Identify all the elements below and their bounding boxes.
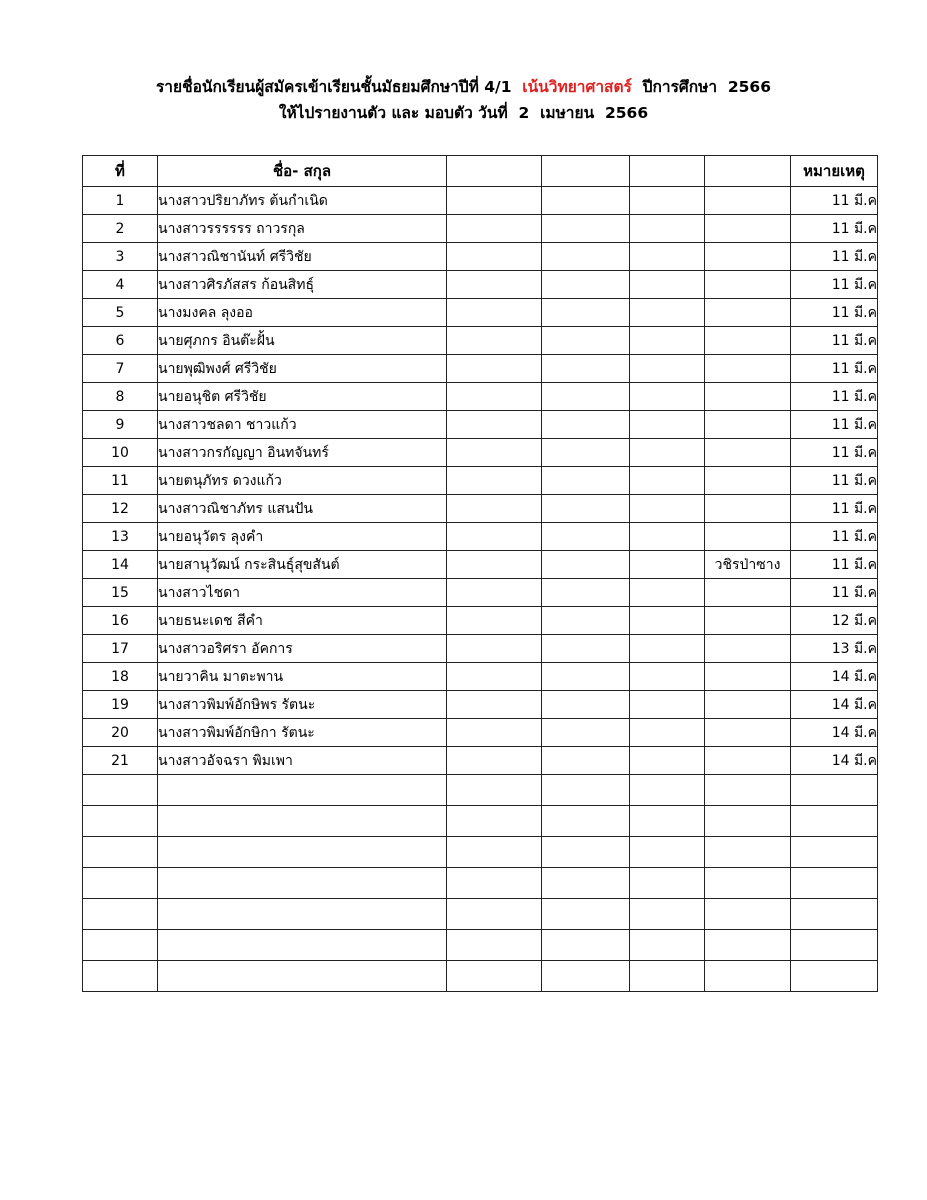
cell-note: 11 มี.ค [791, 523, 878, 551]
cell-col-6 [705, 411, 791, 439]
table-row [83, 747, 878, 775]
cell-note: 13 มี.ค [791, 635, 878, 663]
table-row [83, 383, 878, 411]
empty-cell [158, 961, 447, 992]
table-row [83, 551, 878, 579]
cell-col-5 [630, 299, 705, 327]
cell-note: 11 มี.ค [791, 271, 878, 299]
title-line-1-accent: เน้นวิทยาศาสตร์ [522, 78, 632, 96]
cell-col-5 [630, 551, 705, 579]
cell-col-4 [542, 243, 630, 271]
empty-cell [630, 961, 705, 992]
cell-col-5 [630, 579, 705, 607]
cell-col-6 [705, 747, 791, 775]
table-row [83, 579, 878, 607]
table-header-row [83, 156, 878, 187]
cell-name: นางสาวกรกัญญา อินทจันทร์ [158, 439, 447, 467]
cell-name: นางสาวอัจฉรา พิมเพา [158, 747, 447, 775]
table-row [83, 663, 878, 691]
cell-col-5 [630, 271, 705, 299]
header-col-6 [705, 156, 791, 187]
cell-col-3 [447, 663, 542, 691]
cell-col-5 [630, 439, 705, 467]
cell-note: 11 มี.ค [791, 299, 878, 327]
cell-col-6 [705, 439, 791, 467]
header-note: หมายเหตุ [791, 156, 878, 187]
cell-note: 12 มี.ค [791, 607, 878, 635]
cell-col-4 [542, 635, 630, 663]
cell-col-3 [447, 439, 542, 467]
cell-number: 14 [83, 551, 158, 579]
cell-note: 11 มี.ค [791, 187, 878, 215]
cell-note: 11 มี.ค [791, 215, 878, 243]
cell-number: 16 [83, 607, 158, 635]
cell-col-4 [542, 747, 630, 775]
cell-col-3 [447, 215, 542, 243]
cell-number: 1 [83, 187, 158, 215]
cell-col-5 [630, 719, 705, 747]
cell-col-6 [705, 467, 791, 495]
empty-cell [791, 961, 878, 992]
empty-cell [630, 930, 705, 961]
cell-col-3 [447, 411, 542, 439]
cell-col-4 [542, 691, 630, 719]
cell-number: 13 [83, 523, 158, 551]
cell-note: 14 มี.ค [791, 719, 878, 747]
empty-cell [630, 775, 705, 806]
table-row [83, 215, 878, 243]
cell-col-5 [630, 411, 705, 439]
cell-col-4 [542, 271, 630, 299]
cell-col-6 [705, 635, 791, 663]
cell-col-3 [447, 551, 542, 579]
empty-cell [542, 868, 630, 899]
cell-col-4 [542, 327, 630, 355]
cell-number: 6 [83, 327, 158, 355]
cell-col-3 [447, 635, 542, 663]
cell-name: นางสาวปริยาภัทร ต้นกำเนิด [158, 187, 447, 215]
empty-cell [630, 899, 705, 930]
header-col-5 [630, 156, 705, 187]
cell-col-6 [705, 355, 791, 383]
cell-col-3 [447, 271, 542, 299]
cell-number: 20 [83, 719, 158, 747]
cell-col-5 [630, 523, 705, 551]
empty-cell [705, 775, 791, 806]
empty-cell [158, 930, 447, 961]
cell-col-5 [630, 467, 705, 495]
cell-name: นายอนุวัตร ลุงคำ [158, 523, 447, 551]
empty-cell [791, 868, 878, 899]
cell-name: นางสาวพิมพ์อักษิกา รัตนะ [158, 719, 447, 747]
cell-note: 11 มี.ค [791, 439, 878, 467]
table-row [83, 355, 878, 383]
empty-cell [83, 961, 158, 992]
cell-number: 12 [83, 495, 158, 523]
cell-col-4 [542, 579, 630, 607]
empty-cell [158, 806, 447, 837]
cell-name: นายตนุภัทร ดวงแก้ว [158, 467, 447, 495]
empty-cell [83, 837, 158, 868]
cell-name: นายธนะเดช สีคำ [158, 607, 447, 635]
empty-cell [542, 961, 630, 992]
cell-note: 11 มี.ค [791, 551, 878, 579]
cell-col-3 [447, 467, 542, 495]
empty-cell [630, 837, 705, 868]
cell-col-5 [630, 691, 705, 719]
header-name: ชื่อ- สกุล [158, 156, 447, 187]
empty-cell [83, 930, 158, 961]
cell-col-6 [705, 523, 791, 551]
cell-col-4 [542, 719, 630, 747]
empty-cell [83, 868, 158, 899]
table-row [83, 719, 878, 747]
cell-col-5 [630, 635, 705, 663]
empty-cell [83, 775, 158, 806]
cell-number: 19 [83, 691, 158, 719]
empty-table-row [83, 806, 878, 837]
empty-cell [542, 837, 630, 868]
cell-number: 4 [83, 271, 158, 299]
cell-note: 11 มี.ค [791, 243, 878, 271]
empty-cell [447, 961, 542, 992]
cell-col-6 [705, 719, 791, 747]
cell-note: 11 มี.ค [791, 495, 878, 523]
empty-cell [83, 806, 158, 837]
empty-cell [447, 775, 542, 806]
empty-cell [158, 899, 447, 930]
title-line-2: ให้ไปรายงานตัว และ มอบตัว วันที่ 2 เมษายน 2566 [278, 104, 649, 122]
page-title [0, 74, 927, 126]
cell-col-5 [630, 495, 705, 523]
cell-col-3 [447, 243, 542, 271]
cell-col-4 [542, 383, 630, 411]
empty-cell [447, 868, 542, 899]
cell-col-5 [630, 355, 705, 383]
cell-col-6 [705, 691, 791, 719]
cell-col-5 [630, 663, 705, 691]
cell-col-4 [542, 551, 630, 579]
empty-cell [705, 837, 791, 868]
cell-col-4 [542, 215, 630, 243]
empty-table-row [83, 961, 878, 992]
student-roster-table [82, 155, 878, 992]
cell-note: 11 มี.ค [791, 467, 878, 495]
empty-cell [542, 930, 630, 961]
cell-name: นางสาวชลดา ชาวแก้ว [158, 411, 447, 439]
cell-col-5 [630, 327, 705, 355]
table-row [83, 299, 878, 327]
empty-table-row [83, 775, 878, 806]
cell-note: 14 มี.ค [791, 663, 878, 691]
empty-cell [447, 837, 542, 868]
title-line-1-part-1: รายชื่อนักเรียนผู้สมัครเข้าเรียนชั้นมัธยมศึกษาปีที่ 4/1 [155, 78, 523, 96]
empty-cell [158, 868, 447, 899]
cell-col-6 [705, 663, 791, 691]
empty-cell [447, 930, 542, 961]
empty-cell [158, 775, 447, 806]
table-row [83, 495, 878, 523]
empty-table-row [83, 930, 878, 961]
cell-note: 11 มี.ค [791, 355, 878, 383]
table-row [83, 243, 878, 271]
cell-name: นางสาวณิชานันท์ ศรีวิชัย [158, 243, 447, 271]
empty-table-row [83, 837, 878, 868]
cell-number: 7 [83, 355, 158, 383]
empty-cell [791, 930, 878, 961]
table-body [83, 187, 878, 992]
table-row [83, 467, 878, 495]
empty-cell [705, 868, 791, 899]
cell-name: นายศุภกร อินต๊ะฝั้น [158, 327, 447, 355]
cell-number: 8 [83, 383, 158, 411]
cell-number: 2 [83, 215, 158, 243]
cell-col-6: วชิรป่าซาง [705, 551, 791, 579]
cell-name: นางสาวพิมพ์อักษิพร รัตนะ [158, 691, 447, 719]
empty-cell [791, 837, 878, 868]
empty-cell [705, 806, 791, 837]
cell-col-3 [447, 495, 542, 523]
empty-cell [158, 837, 447, 868]
cell-col-3 [447, 523, 542, 551]
empty-cell [791, 806, 878, 837]
cell-note: 11 มี.ค [791, 411, 878, 439]
cell-col-6 [705, 607, 791, 635]
cell-number: 17 [83, 635, 158, 663]
empty-cell [630, 806, 705, 837]
empty-cell [705, 930, 791, 961]
cell-name: นางสาวณิชาภัทร แสนปัน [158, 495, 447, 523]
cell-col-5 [630, 747, 705, 775]
header-col-3 [447, 156, 542, 187]
empty-cell [542, 775, 630, 806]
empty-cell [791, 775, 878, 806]
cell-col-3 [447, 747, 542, 775]
cell-number: 3 [83, 243, 158, 271]
empty-table-row [83, 899, 878, 930]
cell-col-3 [447, 299, 542, 327]
cell-note: 14 มี.ค [791, 747, 878, 775]
cell-col-3 [447, 187, 542, 215]
cell-col-3 [447, 355, 542, 383]
cell-col-6 [705, 271, 791, 299]
cell-col-4 [542, 467, 630, 495]
table-row [83, 411, 878, 439]
cell-name: นางสาวอริศรา อัคการ [158, 635, 447, 663]
cell-col-5 [630, 243, 705, 271]
cell-col-4 [542, 187, 630, 215]
cell-col-3 [447, 579, 542, 607]
cell-name: นายพุฒิพงศ์ ศรีวิชัย [158, 355, 447, 383]
cell-col-4 [542, 411, 630, 439]
empty-cell [542, 806, 630, 837]
cell-col-5 [630, 187, 705, 215]
cell-number: 9 [83, 411, 158, 439]
cell-col-5 [630, 383, 705, 411]
header-col-4 [542, 156, 630, 187]
cell-col-4 [542, 355, 630, 383]
empty-cell [542, 899, 630, 930]
cell-note: 11 มี.ค [791, 327, 878, 355]
empty-cell [447, 806, 542, 837]
cell-col-6 [705, 299, 791, 327]
cell-name: นางสาวรรรรรร ถาวรกุล [158, 215, 447, 243]
cell-col-4 [542, 495, 630, 523]
cell-col-3 [447, 719, 542, 747]
empty-cell [791, 899, 878, 930]
cell-name: นางมงคล ลุงออ [158, 299, 447, 327]
table-row [83, 327, 878, 355]
cell-col-6 [705, 579, 791, 607]
cell-col-3 [447, 383, 542, 411]
table-row [83, 691, 878, 719]
table-row [83, 271, 878, 299]
cell-col-4 [542, 607, 630, 635]
cell-col-6 [705, 495, 791, 523]
cell-number: 10 [83, 439, 158, 467]
cell-col-4 [542, 663, 630, 691]
cell-number: 15 [83, 579, 158, 607]
empty-table-row [83, 868, 878, 899]
table-row [83, 523, 878, 551]
header-number: ที่ [83, 156, 158, 187]
cell-col-4 [542, 523, 630, 551]
cell-col-6 [705, 327, 791, 355]
cell-number: 18 [83, 663, 158, 691]
empty-cell [705, 961, 791, 992]
table-row [83, 439, 878, 467]
cell-name: นายอนุชิต ศรีวิชัย [158, 383, 447, 411]
cell-col-6 [705, 383, 791, 411]
cell-col-3 [447, 327, 542, 355]
title-line-1-part-2: ปีการศึกษา 2566 [631, 78, 771, 96]
cell-note: 14 มี.ค [791, 691, 878, 719]
empty-cell [447, 899, 542, 930]
table-row [83, 635, 878, 663]
empty-cell [83, 899, 158, 930]
cell-note: 11 มี.ค [791, 383, 878, 411]
cell-col-4 [542, 299, 630, 327]
empty-cell [630, 868, 705, 899]
cell-name: นายสานุวัฒน์ กระสินธุ์สุขสันต์ [158, 551, 447, 579]
cell-name: นางสาวศิรภัสสร ก้อนสิทธุ์ [158, 271, 447, 299]
title-line-1 [0, 74, 927, 100]
cell-col-4 [542, 439, 630, 467]
table-row [83, 607, 878, 635]
cell-col-3 [447, 691, 542, 719]
cell-number: 21 [83, 747, 158, 775]
cell-col-5 [630, 215, 705, 243]
cell-col-6 [705, 243, 791, 271]
cell-name: นายวาคิน มาตะพาน [158, 663, 447, 691]
cell-number: 11 [83, 467, 158, 495]
cell-col-6 [705, 215, 791, 243]
cell-col-6 [705, 187, 791, 215]
cell-name: นางสาวไชดา [158, 579, 447, 607]
table-row [83, 187, 878, 215]
cell-number: 5 [83, 299, 158, 327]
cell-note: 11 มี.ค [791, 579, 878, 607]
cell-col-3 [447, 607, 542, 635]
empty-cell [705, 899, 791, 930]
cell-col-5 [630, 607, 705, 635]
